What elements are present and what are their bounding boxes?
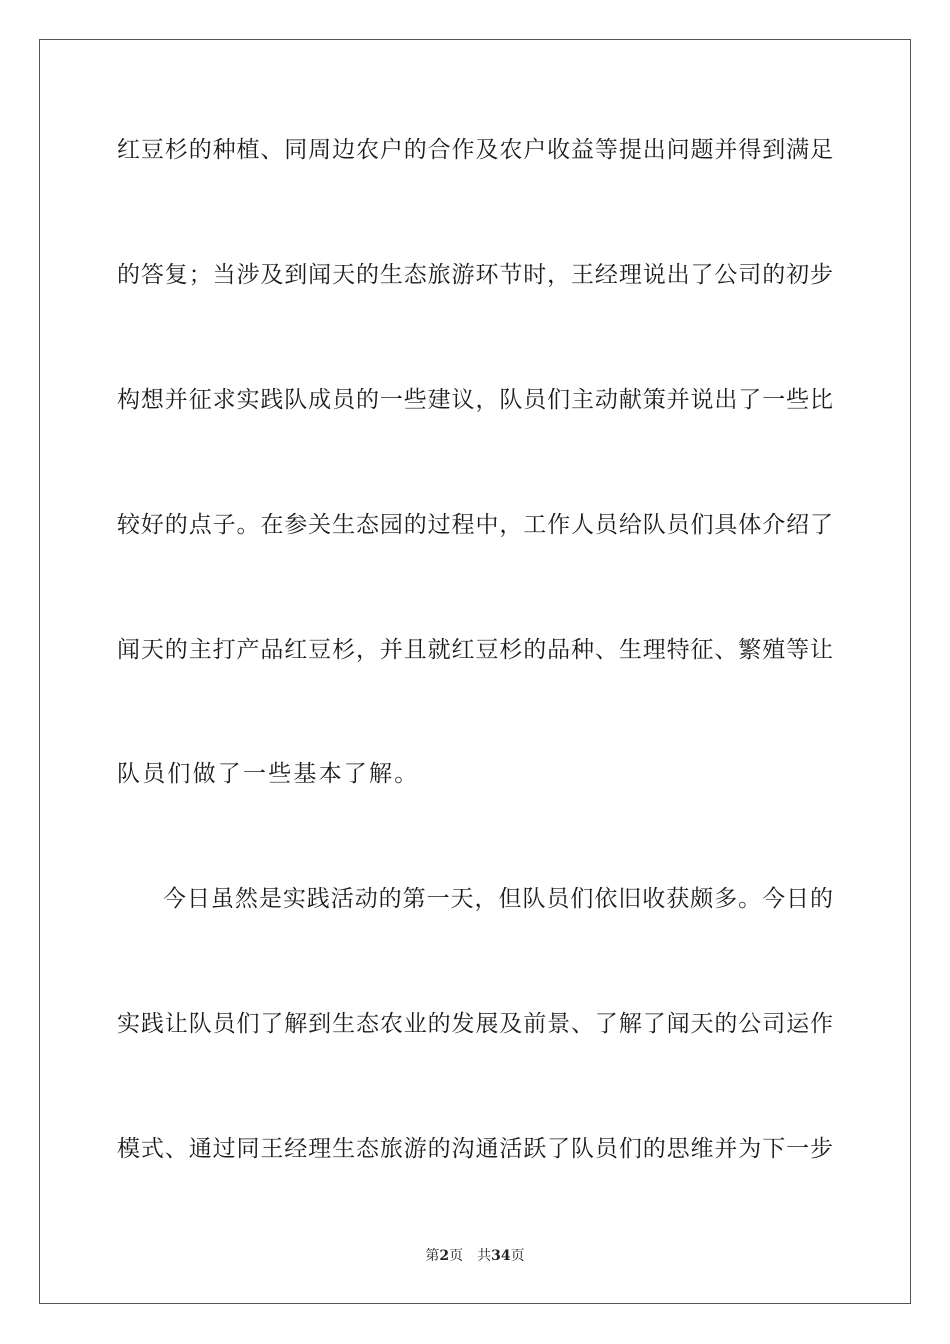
text-line-3: 构想并征求实践队成员的一些建议，队员们主动献策并说出了一些比 [117,387,833,413]
text-line-8: 实践让队员们了解到生态农业的发展及前景、了解了闻天的公司运作 [117,1011,833,1037]
text-line-4: 较好的点子。在参关生态园的过程中，工作人员给队员们具体介绍了 [117,512,833,538]
paragraph-start-line: 今日虽然是实践活动的第一天，但队员们依旧收获颇多。今日的 [163,886,833,912]
total-suffix: 页 [510,1248,525,1264]
text-line-9: 模式、通过同王经理生态旅游的沟通活跃了队员们的思维并为下一步 [117,1136,833,1162]
page-footer [0,1245,950,1265]
page-suffix: 页 [449,1248,464,1264]
total-pages: 34 [491,1248,511,1264]
page-number: 2 [439,1248,450,1264]
text-line-5: 闻天的主打产品红豆杉，并且就红豆杉的品种、生理特征、繁殖等让 [117,637,833,663]
text-line-1: 红豆杉的种植、同周边农户的合作及农户收益等提出问题并得到满足 [117,137,833,163]
text-line-2: 的答复；当涉及到闻天的生态旅游环节时，王经理说出了公司的初步 [117,262,833,288]
page-prefix: 第 [425,1248,440,1264]
text-line-6: 队员们做了一些基本了解。 [117,761,420,787]
page-border [39,39,911,1304]
total-prefix: 共 [477,1248,492,1264]
